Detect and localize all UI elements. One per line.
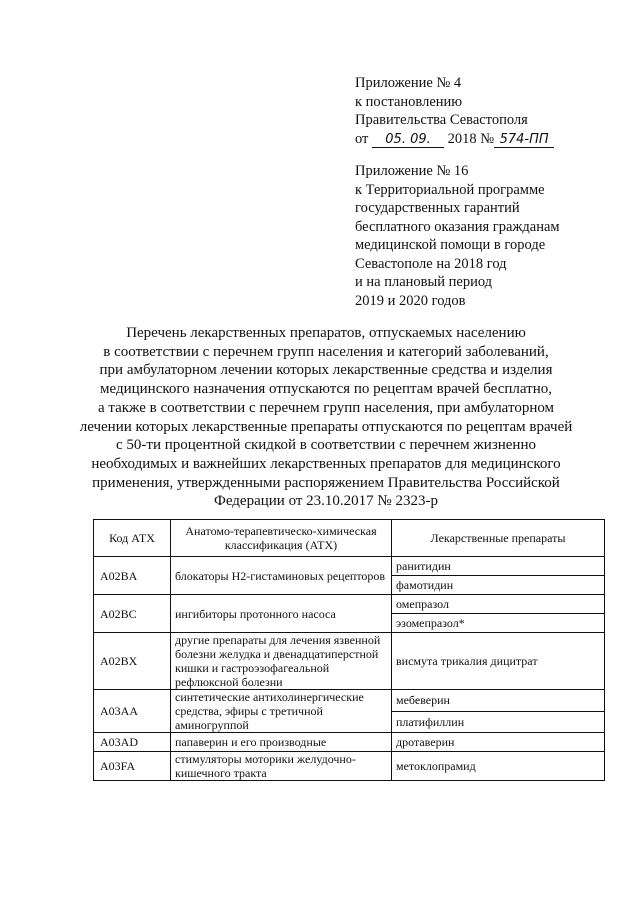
appendix-16-line: Севастополе на 2018 год <box>355 255 507 272</box>
title-line: Федерации от 23.10.2017 № 2323-р <box>213 493 438 510</box>
decree-year: 2018 <box>447 130 477 147</box>
drug-cell: дротаверин <box>392 733 605 752</box>
drug-cell: фамотидин <box>392 576 605 595</box>
document-title <box>76 324 576 511</box>
appendix-16-line: 2019 и 2020 годов <box>355 292 466 309</box>
table-row <box>94 752 605 781</box>
table-row <box>94 733 605 752</box>
date-prefix: от <box>355 130 369 147</box>
table-row <box>94 690 605 712</box>
atx-class-cell: другие препараты для лечения язвенной болезни желудка и двенадцатиперстной кишки и гастроэзофагеальной рефлюксной болезни <box>171 633 392 690</box>
atx-code-cell: A02BA <box>94 557 171 595</box>
atx-class-cell: синтетические антихолинергические средства, эфиры с третичной аминогруппой <box>171 690 392 733</box>
atx-drug-table <box>93 519 605 781</box>
appendix-4-line-2: к постановлению <box>355 93 463 110</box>
atx-class-cell: блокаторы Н2-гистаминовых рецепторов <box>171 557 392 595</box>
drug-cell: метоклопрамид <box>392 752 605 781</box>
appendix-16-line: бесплатного оказания гражданам <box>355 218 560 235</box>
handwritten-date: 05. 09. <box>372 132 444 148</box>
appendix-16-line: Приложение № 16 <box>355 163 469 179</box>
atx-code-cell: A03AA <box>94 690 171 733</box>
appendix-16-line: медицинской помощи в городе <box>355 237 546 253</box>
appendix-16-block <box>355 162 560 310</box>
appendix-16-line: и на плановый период <box>355 274 493 290</box>
atx-class-cell: ингибиторы протонного насоса <box>171 595 392 633</box>
atx-code-cell: A02BC <box>94 595 171 633</box>
atx-code-cell: A02BX <box>94 633 171 690</box>
title-line: в соответствии с перечнем групп населения и категорий заболеваний, <box>103 343 549 360</box>
header-atx-code: Код АТХ <box>94 520 171 557</box>
handwritten-decree-number: 574-ПП <box>494 132 554 148</box>
drug-cell: висмута трикалия дицитрат <box>392 633 605 690</box>
atx-code-cell: A03AD <box>94 733 171 752</box>
appendix-4-title: Приложение № 4 <box>355 75 462 91</box>
table-row <box>94 595 605 614</box>
title-line: при амбулаторном лечении которых лекарственные средства и изделия <box>99 362 553 379</box>
drug-cell: ранитидин <box>392 557 605 576</box>
drug-cell: платифиллин <box>392 711 605 733</box>
title-line: медицинского назначения отпускаются по рецептам врачей бесплатно, <box>100 381 552 398</box>
appendix-16-line: государственных гарантий <box>355 200 520 216</box>
drug-cell: эзомепразол* <box>392 614 605 633</box>
title-line: применения, утвержденными распоряжением Правительства Российской <box>92 474 560 491</box>
table-row <box>94 633 605 690</box>
title-line: с 50-ти процентной скидкой в соответствии с перечнем жизненно <box>116 437 536 454</box>
atx-class-cell: стимуляторы моторики желудочно-кишечного тракта <box>171 752 392 781</box>
appendix-16-line: к Территориальной программе <box>355 181 545 198</box>
header-atx-classification: Анатомо-терапевтическо-химическая классификация (АТХ) <box>171 520 392 557</box>
title-line: необходимых и важнейших лекарственных препаратов для медицинского <box>91 455 561 472</box>
appendix-4-date-line <box>355 130 554 149</box>
title-line: а также в соответствии с перечнем групп населения, при амбулаторном <box>97 399 555 416</box>
table-row <box>94 557 605 576</box>
drug-cell: омепразол <box>392 595 605 614</box>
appendix-4-line-3: Правительства Севастополя <box>355 112 528 128</box>
table-header-row <box>94 520 605 557</box>
drug-cell: мебеверин <box>392 690 605 712</box>
number-sign: № <box>480 130 495 147</box>
appendix-4-block <box>355 74 554 148</box>
atx-class-cell: папаверин и его производные <box>171 733 392 752</box>
title-line: лечении которых лекарственные препараты отпускаются по рецептам врачей <box>79 418 573 435</box>
atx-code-cell: A03FA <box>94 752 171 781</box>
header-drugs: Лекарственные препараты <box>392 520 605 557</box>
title-line: Перечень лекарственных препаратов, отпускаемых населению <box>126 325 526 341</box>
